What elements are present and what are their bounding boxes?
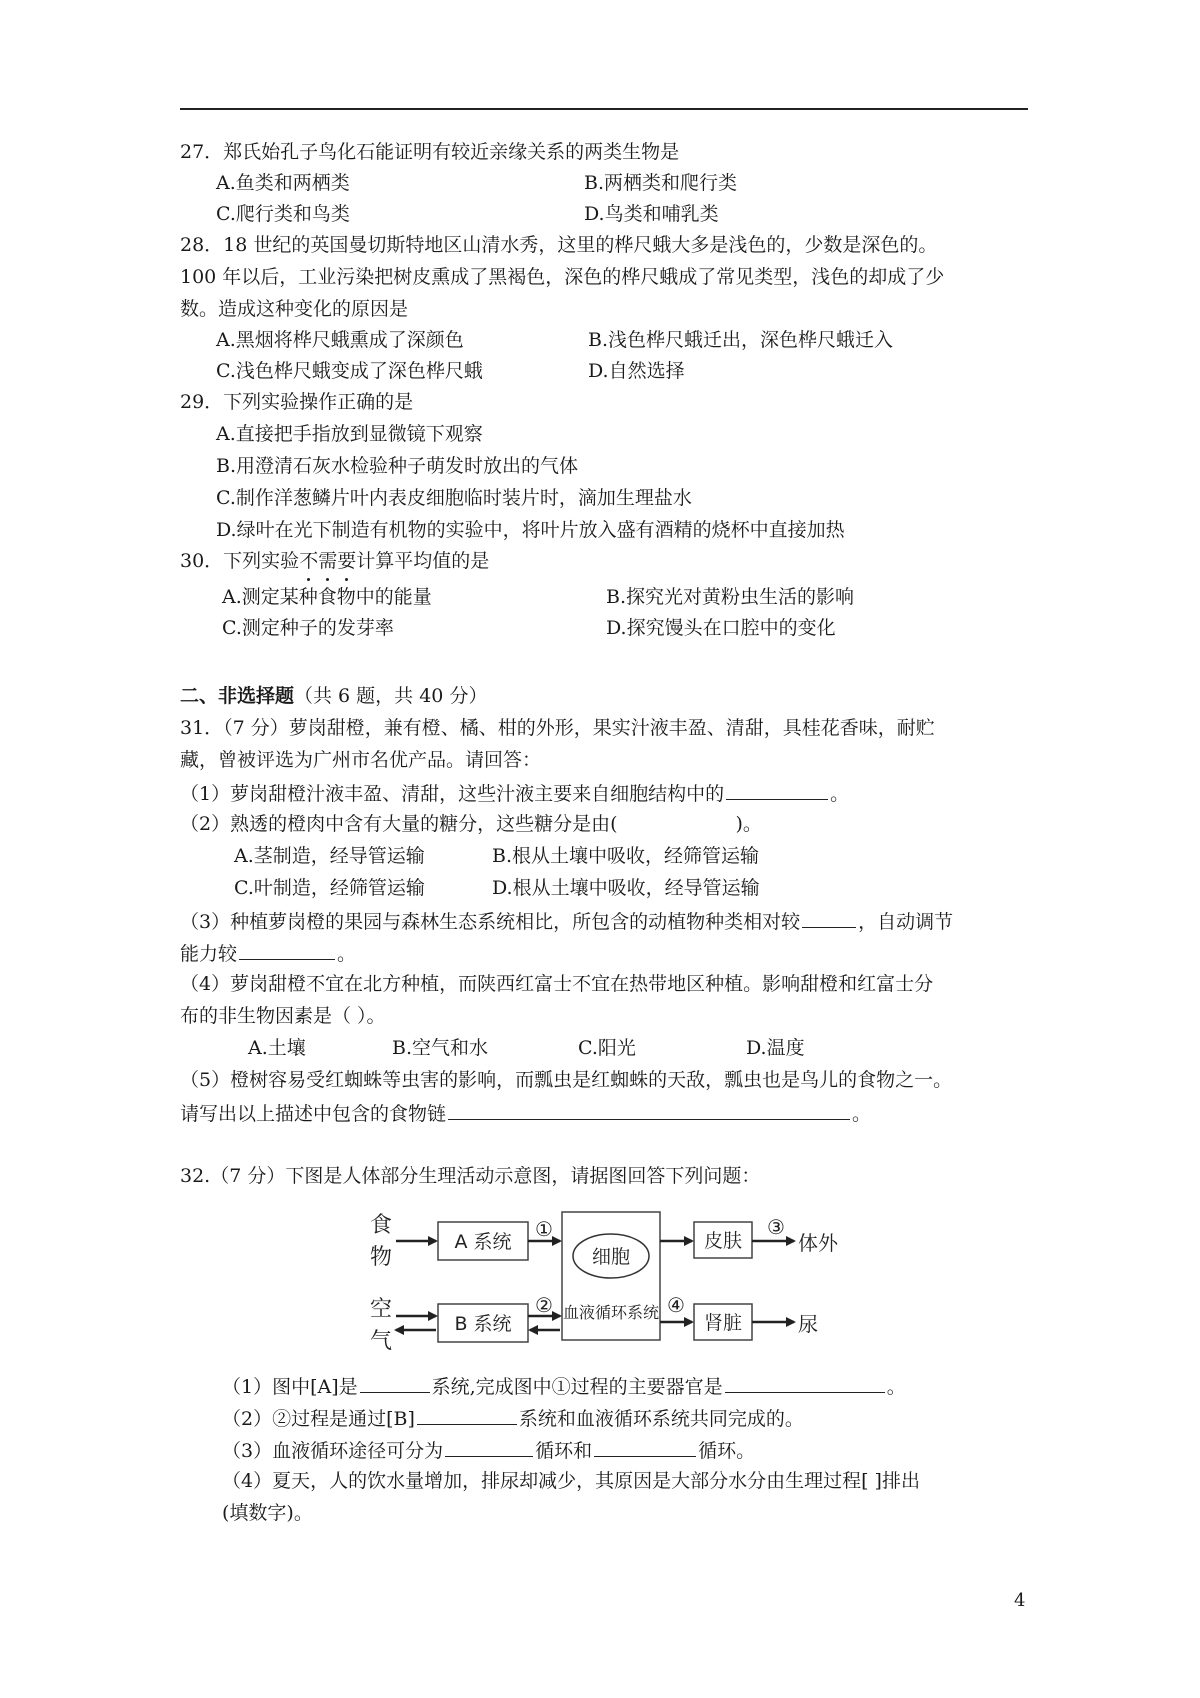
step-1-label: ① [535, 1217, 553, 1241]
outside-label: 体外 [798, 1231, 838, 1255]
food-label-char1: 食 [370, 1213, 393, 1238]
answer-blank[interactable] [445, 1436, 533, 1457]
q32-part1-text: （1）图中[A]是 [222, 1376, 358, 1398]
system-b-label: B 系统 [454, 1313, 512, 1335]
q30-stem [180, 548, 489, 574]
q32-part3 [222, 1436, 755, 1464]
q30-option-d: D.探究馒头在口腔中的变化 [606, 617, 836, 639]
q31-part5-end: 。 [852, 1103, 872, 1125]
q28-stem-line2: 100 年以后，工业污染把树皮熏成了黑褐色，深色的桦尺蛾成了常见类型，浅色的却成了少 [180, 266, 945, 288]
section-title: 二、非选择题 [180, 685, 295, 707]
answer-blank[interactable] [448, 1099, 850, 1120]
q29-option-b: B.用澄清石灰水检验种子萌发时放出的气体 [216, 455, 579, 477]
q29-option-d: D.绿叶在光下制造有机物的实验中，将叶片放入盛有酒精的烧杯中直接加热 [216, 519, 845, 541]
q31-part2 [180, 811, 762, 837]
q31-part2-option-c: C.叶制造，经筛管运输 [234, 877, 425, 899]
step-4-label: ④ [667, 1293, 685, 1317]
answer-blank[interactable] [239, 939, 335, 960]
cell-label: 细胞 [591, 1246, 631, 1268]
q31-part1-text: （1）萝岗甜橙汁液丰盈、清甜，这些汁液主要来自细胞结构中的 [180, 783, 725, 805]
q27-option-a: A.鱼类和两栖类 [216, 172, 350, 194]
q32-part1-text2: 系统,完成图中①过程的主要器官是 [431, 1376, 723, 1398]
q27-stem: 27．郑氏始孔子鸟化石能证明有较近亲缘关系的两类生物是 [180, 141, 680, 163]
section-note: （共 6 题，共 40 分） [294, 685, 488, 707]
q31-part5-line2 [180, 1099, 871, 1127]
system-a-label: A 系统 [454, 1231, 512, 1253]
q31-part2-text: （2）熟透的橙肉中含有大量的糖分，这些糖分是由( [180, 813, 618, 835]
q27-option-b: B.两栖类和爬行类 [584, 172, 738, 194]
q31-part3-text-end: ，自动调节 [858, 911, 954, 933]
q31-part1-end: 。 [830, 783, 850, 805]
q31-part2-option-b: B.根从土壤中吸收，经筛管运输 [492, 845, 760, 867]
section-heading [180, 683, 487, 709]
q30-stem-post: 计算平均值的是 [356, 550, 490, 572]
q31-part5-text: 请写出以上描述中包含的食物链 [180, 1103, 447, 1125]
q31-part3-line2-text: 能力较 [180, 943, 238, 965]
answer-blank[interactable] [726, 779, 828, 800]
answer-blank[interactable] [802, 907, 856, 928]
q32-part3-text2: 循环和 [535, 1440, 593, 1462]
q31-part3-text: （3）种植萝岗橙的果园与森林生态系统相比，所包含的动植物种类相对较 [180, 911, 801, 933]
emphasis-char: 不 [299, 550, 319, 572]
skin-label: 皮肤 [703, 1230, 743, 1252]
emphasis-char: 需 [318, 550, 338, 572]
q31-part3-line1 [180, 907, 953, 935]
page-number: 4 [1014, 1590, 1026, 1611]
urine-label: 尿 [798, 1312, 818, 1336]
physiology-diagram [366, 1208, 886, 1356]
kidney-label: 肾脏 [703, 1312, 743, 1334]
q31-part1 [180, 779, 849, 807]
q31-part4-option-b: B.空气和水 [392, 1037, 489, 1059]
q28-stem-line3: 数。造成这种变化的原因是 [180, 298, 409, 320]
q31-stem-line2: 藏，曾被评选为广州市名优产品。请回答： [180, 749, 542, 771]
q32-part2-text2: 系统和血液循环系统共同完成的。 [518, 1408, 804, 1430]
q31-part3-line2 [180, 939, 356, 967]
q28-stem-line1: 28．18 世纪的英国曼切斯特地区山清水秀，这里的桦尺蛾大多是浅色的，少数是深色的。 [180, 234, 938, 256]
q31-part2-option-d: D.根从土壤中吸收，经导管运输 [492, 877, 760, 899]
q27-option-c: C.爬行类和鸟类 [216, 203, 350, 225]
q30-option-a: A.测定某种食物中的能量 [222, 586, 432, 608]
answer-blank[interactable] [417, 1404, 517, 1425]
answer-blank[interactable] [725, 1372, 885, 1393]
q32-part3-text3: 循环。 [698, 1440, 756, 1462]
q29-option-c: C.制作洋葱鳞片叶内表皮细胞临时装片时，滴加生理盐水 [216, 487, 692, 509]
q29-stem: 29．下列实验操作正确的是 [180, 391, 414, 413]
q31-stem-line1: 31．（7 分）萝岗甜橙，兼有橙、橘、柑的外形，果实汁液丰盈、清甜，具桂花香味，耐贮 [180, 717, 935, 739]
q32-stem: 32.（7 分）下图是人体部分生理活动示意图，请据图回答下列问题： [180, 1165, 761, 1187]
q31-part4-option-a: A.土壤 [248, 1037, 306, 1059]
q28-option-a: A.黑烟将桦尺蛾熏成了深颜色 [216, 329, 464, 351]
q29-option-a: A.直接把手指放到显微镜下观察 [216, 423, 483, 445]
q28-option-d: D.自然选择 [588, 360, 685, 382]
q28-option-b: B.浅色桦尺蛾迁出，深色桦尺蛾迁入 [588, 329, 894, 351]
q32-part1 [222, 1372, 906, 1400]
food-label-char2: 物 [370, 1245, 393, 1270]
q32-part4-line1: （4）夏天，人的饮水量增加，排尿却减少，其原因是大部分水分由生理过程[ ]排出 [222, 1470, 920, 1492]
q30-option-c: C.测定种子的发芽率 [222, 617, 394, 639]
q32-part3-text: （3）血液循环途径可分为 [222, 1440, 444, 1462]
air-label-char1: 空 [370, 1297, 393, 1322]
q31-part4-line1: （4）萝岗甜橙不宜在北方种植，而陕西红富士不宜在热带地区种植。影响甜橙和红富士分 [180, 973, 934, 995]
answer-blank[interactable] [360, 1372, 430, 1393]
q32-part2-text: （2）②过程是通过[B] [222, 1408, 415, 1430]
emphasis-char: 要 [337, 550, 357, 572]
step-2-label: ② [535, 1293, 553, 1317]
q30-option-b: B.探究光对黄粉虫生活的影响 [606, 586, 855, 608]
q32-part4-line2: (填数字)。 [222, 1502, 313, 1524]
step-3-label: ③ [767, 1215, 785, 1239]
answer-blank[interactable] [594, 1436, 696, 1457]
q31-part4-option-c: C.阳光 [578, 1037, 636, 1059]
q31-part3-line2-end: 。 [337, 943, 357, 965]
q32-part2 [222, 1404, 804, 1432]
q28-option-c: C.浅色桦尺蛾变成了深色桦尺蛾 [216, 360, 483, 382]
q31-part4-option-d: D.温度 [746, 1037, 805, 1059]
header-rule [180, 108, 1028, 110]
q31-part2-end: )。 [735, 813, 762, 835]
circulation-label: 血液循环系统 [562, 1303, 660, 1322]
air-label-char2: 气 [370, 1329, 393, 1354]
q31-part2-option-a: A.茎制造，经导管运输 [234, 845, 425, 867]
q31-part5-line1: （5）橙树容易受红蜘蛛等虫害的影响，而瓢虫是红蜘蛛的天敌，瓢虫也是鸟儿的食物之一。 [180, 1069, 953, 1091]
q27-option-d: D.鸟类和哺乳类 [584, 203, 719, 225]
q30-stem-pre: 30．下列实验 [180, 550, 300, 572]
q31-part4-line2: 布的非生物因素是（ ）。 [180, 1005, 386, 1027]
q32-part1-end: 。 [886, 1376, 906, 1398]
